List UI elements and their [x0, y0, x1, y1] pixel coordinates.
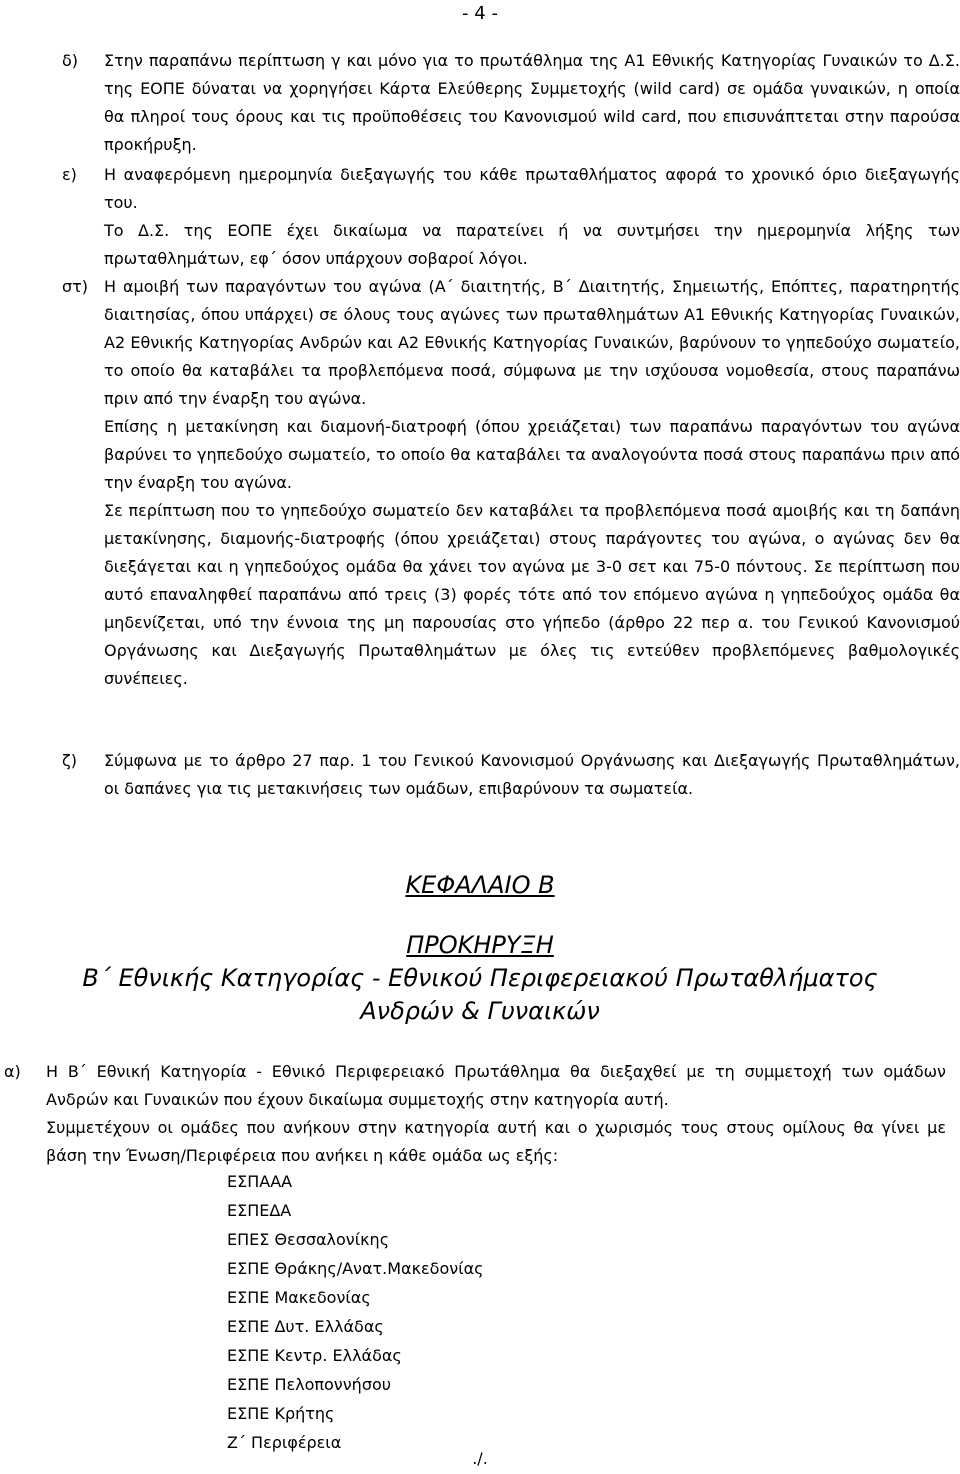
paragraph: Η Β΄ Εθνική Κατηγορία - Εθνικό Περιφερειακό Πρωτάθλημα θα διεξαχθεί με τη συμμετοχή των ομάδων Ανδρών και Γυναικών που έχουν δικαίωμα συμμετοχής στην κατηγορία αυτή.: [46, 1062, 946, 1109]
clause-body: [46, 1058, 946, 1170]
paragraph: Συμμετέχουν οι ομάδες που ανήκουν στην κατηγορία αυτή και ο χωρισμός τους στους ομίλους θα γίνει με βάση την Ένωση/Περιφέρεια που ανήκει η κάθε ομάδα ως εξής:: [46, 1118, 946, 1165]
group-value: ΕΣΠΕ Πελοποννήσου: [227, 1375, 392, 1394]
group-value: ΕΣΠΕ Θράκης/Ανατ.Μακεδονίας: [227, 1259, 484, 1278]
clause-marker: δ): [62, 51, 79, 70]
group-value: ΕΣΠΕ Δυτ. Ελλάδας: [227, 1317, 384, 1336]
group-value: ΕΣΠΕ Κεντρ. Ελλάδας: [227, 1346, 402, 1365]
group-value: ΕΠΕΣ Θεσσαλονίκης: [227, 1230, 390, 1249]
clause-marker: στ): [62, 277, 89, 296]
chapter-title: [0, 870, 960, 900]
announcement-subtitle-1: Β΄ Εθνικής Κατηγορίας - Εθνικού Περιφερειακού Πρωταθλήματος: [82, 964, 878, 992]
paragraph: Η αμοιβή των παραγόντων του αγώνα (Α΄ διαιτητής, Β΄ Διαιτητής, Σημειωτής, Επόπτες, παρατηρητής διαιτησίας, όπου υπάρχει) σε όλους τους αγώνες των πρωταθλημάτων Α1 Εθνικής Κατηγορίας Γυναικών, Α2 Εθνικής Κατηγορίας Ανδρών και Α2 Εθνικής Κατηγορίας Γυναικών, βαρύνουν το γηπεδούχο σωματείο, το οποίο θα καταβάλει τα προβλεπόμενα ποσά, σύμφωνα με την ισχύουσα νομοθεσία, στους παραπάνω πριν από την έναρξη του αγώνα.: [104, 277, 960, 408]
announcement-subtitle-2: Ανδρών & Γυναικών: [360, 997, 600, 1025]
announcement-title: [0, 930, 960, 960]
chapter-title-text: ΚΕΦΑΛΑΙΟ Β: [405, 871, 555, 899]
group-value: ΕΣΠΑΑΑ: [227, 1172, 293, 1191]
group-value: ΕΣΠΕΔΑ: [227, 1201, 292, 1220]
paragraph: Επίσης η μετακίνηση και διαμονή-διατροφή (όπου χρειάζεται) των παραπάνω παραγόντων του αγώνα βαρύνει το γηπεδούχο σωματείο, το οποίο θα καταβάλει τα αναλογούντα ποσά στους παραπάνω πριν από την έναρξη του αγώνα.: [104, 417, 960, 492]
clause-body: [104, 161, 960, 273]
group-value: ΕΣΠΕ Κρήτης: [227, 1404, 335, 1423]
announcement-title-text: ΠΡΟΚΗΡΥΞΗ: [406, 931, 554, 959]
clause-body: [104, 47, 960, 159]
clause-marker: α): [4, 1062, 21, 1081]
clause-marker: ε): [62, 165, 77, 184]
page-number: - 4 -: [462, 3, 498, 24]
group-value: Ζ΄ Περιφέρεια: [227, 1433, 342, 1452]
clause-marker: ζ): [62, 751, 77, 770]
paragraph: Στην παραπάνω περίπτωση γ και μόνο για το πρωτάθλημα της Α1 Εθνικής Κατηγορίας Γυναικών το Δ.Σ. της ΕΟΠΕ δύναται να χορηγήσει Κάρτα Ελεύθερης Συμμετοχής (wild card) σε ομάδα γυναικών, η οποία θα πληροί τους όρους και τις προϋποθέσεις του Κανονισμού wild card, που επισυνάπτεται στην παρούσα προκήρυξη.: [104, 51, 960, 154]
clause-body: [104, 747, 960, 803]
continuation-mark: ./.: [472, 1449, 488, 1468]
group-value: ΕΣΠΕ Μακεδονίας: [227, 1288, 371, 1307]
paragraph: Η αναφερόμενη ημερομηνία διεξαγωγής του κάθε πρωταθλήματος αφορά το χρονικό όριο διεξαγωγής του.: [104, 165, 960, 212]
paragraph: Το Δ.Σ. της ΕΟΠΕ έχει δικαίωμα να παρατείνει ή να συντμήσει την ημερομηνία λήξης των πρωταθλημάτων, εφ΄ όσον υπάρχουν σοβαροί λόγοι.: [104, 221, 960, 268]
paragraph: Σύμφωνα με το άρθρο 27 παρ. 1 του Γενικού Κανονισμού Οργάνωσης και Διεξαγωγής Πρωταθλημάτων, οι δαπάνες για τις μετακινήσεις των ομάδων, επιβαρύνουν τα σωματεία.: [104, 751, 960, 798]
clause-body: [104, 273, 960, 693]
paragraph: Σε περίπτωση που το γηπεδούχο σωματείο δεν καταβάλει τα προβλεπόμενα ποσά αμοιβής και τη δαπάνη μετακίνησης, διαμονής-διατροφής (όπου χρειάζεται) στους παράγοντες του αγώνα, ο αγώνας δεν θα διεξάγεται και η γηπεδούχος ομάδα θα χάνει τον αγώνα με 3-0 σετ και 75-0 πόντους. Σε περίπτωση που αυτό επαναληφθεί παραπάνω από τρεις (3) φορές τότε από τον επόμενο αγώνα η γηπεδούχος ομάδα θα μηδενίζεται, υπό την έννοια της μη παρουσίας στο γήπεδο (άρθρο 22 περ α. του Γενικού Κανονισμού Οργάνωσης και Διεξαγωγής Πρωταθλημάτων με όλες τις εντεύθεν προβλεπόμενες βαθμολογικές συνέπειες.: [104, 501, 960, 688]
